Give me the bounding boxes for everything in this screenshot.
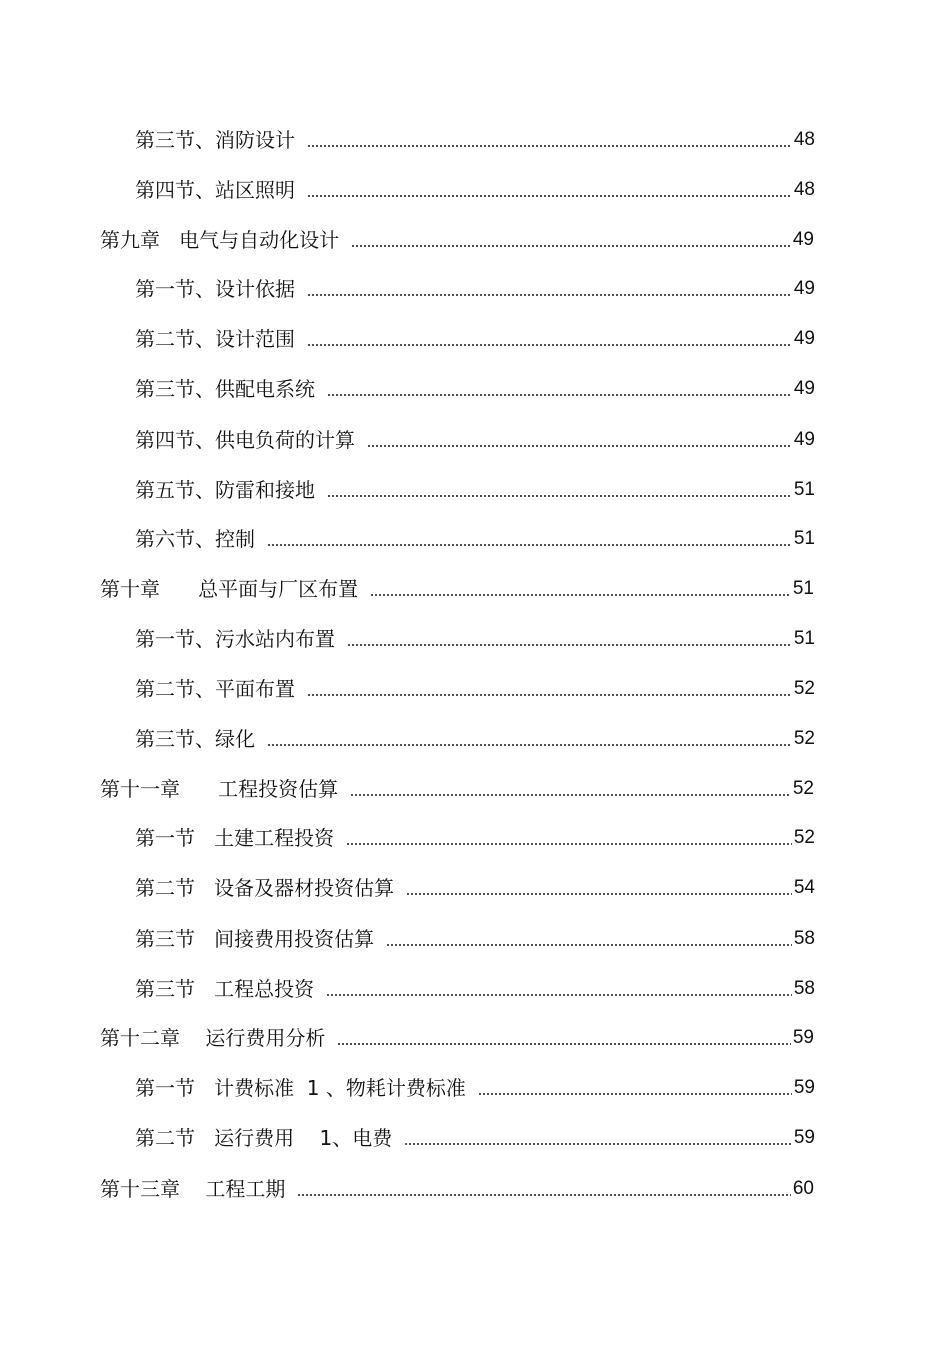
toc-entry-title: 第四节、站区照明 [135, 178, 295, 202]
toc-chapter-entry[interactable] [100, 1023, 814, 1053]
toc-entry-title: 第二节 运行费用 1、电费 [135, 1126, 393, 1150]
toc-entry[interactable] [135, 475, 815, 505]
toc-page-number: 52 [792, 778, 814, 799]
toc-entry-title: 第四节、供电负荷的计算 [135, 428, 355, 452]
toc-page-number: 49 [793, 328, 815, 349]
toc-entry[interactable] [135, 674, 815, 704]
toc-entry-title: 第一节、污水站内布置 [135, 627, 335, 651]
toc-page-number: 49 [793, 278, 815, 299]
toc-dot-leader [307, 694, 792, 696]
toc-entry-title: 第十一章 工程投资估算 [100, 777, 339, 801]
toc-page-number: 51 [792, 578, 814, 599]
toc-dot-leader [307, 294, 792, 296]
toc-dot-leader [327, 495, 792, 497]
toc-entry[interactable] [135, 1123, 815, 1153]
toc-chapter-entry[interactable] [100, 574, 814, 604]
toc-entry-title: 第三节、消防设计 [135, 128, 295, 152]
toc-chapter-entry[interactable] [100, 1174, 814, 1204]
toc-page-number: 48 [793, 179, 815, 200]
toc-dot-leader [351, 245, 791, 247]
toc-dot-leader [297, 1194, 790, 1196]
toc-entry-title: 第二节 设备及器材投资估算 [135, 876, 395, 900]
toc-entry-title: 第一节 土建工程投资 [135, 826, 335, 850]
toc-page-number: 51 [793, 628, 815, 649]
toc-entry[interactable] [135, 823, 815, 853]
toc-entry[interactable] [135, 974, 815, 1004]
toc-page-number: 52 [793, 827, 815, 848]
toc-chapter-entry[interactable] [100, 225, 814, 255]
toc-entry-title: 第三节、供配电系统 [135, 377, 315, 401]
toc-entry[interactable] [135, 324, 815, 354]
toc-page-number: 51 [793, 528, 815, 549]
toc-page-number: 51 [793, 479, 815, 500]
toc-page-number: 52 [793, 678, 815, 699]
toc-page-number: 49 [792, 229, 814, 250]
toc-entry[interactable] [135, 724, 815, 754]
toc-dot-leader [404, 1143, 792, 1145]
toc-entry[interactable] [135, 1073, 815, 1103]
toc-dot-leader [327, 394, 792, 396]
toc-entry-title: 第一节、设计依据 [135, 277, 295, 301]
toc-entry-title: 第二节、平面布置 [135, 677, 295, 701]
toc-chapter-entry[interactable] [100, 774, 814, 804]
toc-page-number: 48 [793, 129, 815, 150]
toc-page-number: 49 [793, 429, 815, 450]
toc-entry-title: 第十三章 工程工期 [100, 1177, 286, 1201]
toc-entry[interactable] [135, 425, 815, 455]
toc-dot-leader [350, 794, 791, 796]
toc-page-number: 58 [793, 928, 815, 949]
toc-dot-leader [307, 195, 792, 197]
toc-entry-title: 第十二章 运行费用分析 [100, 1026, 326, 1050]
toc-dot-leader [346, 843, 792, 845]
toc-entry-title: 第三节 间接费用投资估算 [135, 927, 375, 951]
toc-entry-title: 第二节、设计范围 [135, 327, 295, 351]
toc-entry[interactable] [135, 873, 815, 903]
toc-dot-leader [307, 344, 792, 346]
toc-entry[interactable] [135, 374, 815, 404]
toc-entry[interactable] [135, 125, 815, 155]
toc-page-number: 54 [793, 877, 815, 898]
toc-dot-leader [337, 1043, 790, 1045]
toc-dot-leader [478, 1093, 792, 1095]
toc-dot-leader [406, 893, 792, 895]
toc-entry[interactable] [135, 624, 815, 654]
toc-dot-leader [370, 594, 791, 596]
toc-entry[interactable] [135, 274, 815, 304]
toc-entry-title: 第九章 电气与自动化设计 [100, 228, 340, 252]
toc-entry-title: 第三节、绿化 [135, 727, 255, 751]
toc-page-number: 52 [793, 728, 815, 749]
toc-entry[interactable] [135, 524, 815, 554]
toc-dot-leader [347, 644, 792, 646]
toc-entry-title: 第一节 计费标准 1 、物耗计费标准 [135, 1076, 466, 1100]
toc-entry-title: 第十章 总平面与厂区布置 [100, 577, 359, 601]
toc-page-number: 58 [793, 978, 815, 999]
toc-entry-title: 第五节、防雷和接地 [135, 478, 315, 502]
toc-dot-leader [367, 445, 792, 447]
toc-page-number: 59 [792, 1027, 814, 1048]
toc-page-number: 60 [792, 1178, 814, 1199]
toc-entry[interactable] [135, 924, 815, 954]
toc-dot-leader [307, 145, 792, 147]
toc-entry[interactable] [135, 175, 815, 205]
toc-entry-title: 第三节 工程总投资 [135, 977, 315, 1001]
toc-page-number: 59 [793, 1127, 815, 1148]
toc-entry-title: 第六节、控制 [135, 527, 255, 551]
toc-page-number: 59 [793, 1077, 815, 1098]
toc-page-number: 49 [793, 378, 815, 399]
toc-dot-leader [267, 544, 792, 546]
toc-dot-leader [386, 944, 792, 946]
toc-dot-leader [267, 744, 792, 746]
toc-dot-leader [326, 994, 792, 996]
